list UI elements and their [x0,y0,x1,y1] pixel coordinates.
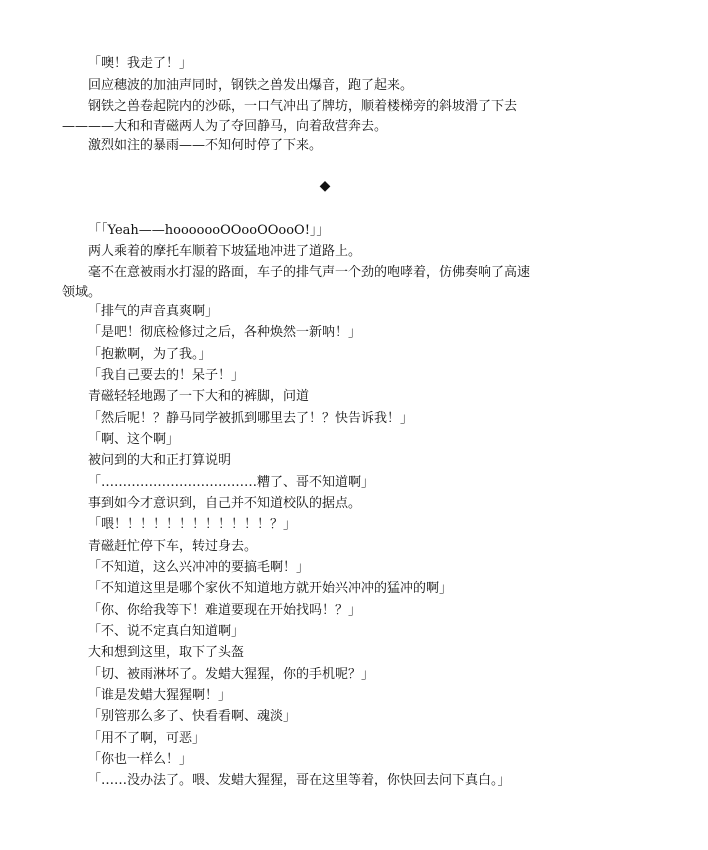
paragraph: 「排气的声音真爽啊」 [88,304,219,319]
paragraph: 「喂！！！！！！！！！！！！？」 [88,517,297,532]
paragraph: 「是吧！彻底检修过之后，各种焕然一新呐！」 [88,325,362,340]
paragraph: 「抱歉啊，为了我。」 [88,347,212,362]
paragraph: 「不知道这里是哪个家伙不知道地方就开始兴冲冲的猛冲的啊」 [88,581,453,596]
paragraph: 「切、被雨淋坏了。发蜡大猩猩，你的手机呢？」 [88,667,375,682]
paragraph: 「「Yeah——hooooooOOooOOooO!」」 [88,223,330,238]
paragraph: 「然后呢！？静马同学被抓到哪里去了！？快告诉我！」 [88,411,414,426]
paragraph: 激烈如注的暴雨——不知何时停了下来。 [88,138,323,153]
paragraph: 被问到的大和正打算说明 [88,453,232,468]
paragraph: 事到如今才意识到，自己并不知道校队的据点。 [88,496,362,511]
paragraph: 回应穗波的加油声同时，钢铁之兽发出爆音，跑了起来。 [88,78,414,93]
paragraph: 毫不在意被雨水打湿的路面，车子的排气声一个劲的咆哮着，仿佛奏响了高速领域。 [62,265,531,300]
paragraph: 「………………………………糟了、哥不知道啊」 [88,475,375,490]
paragraph: 青磁轻轻地踢了一下大和的裤脚，问道 [88,389,310,404]
paragraph: 钢铁之兽卷起院内的沙砾，一口气冲出了牌坊，顺着楼梯旁的斜坡滑了下去————大和和青磁两人为了夺回静马，向着敌营奔去。 [62,99,518,134]
paragraph: 「用不了啊，可恶」 [88,731,206,746]
paragraph: 「不知道，这么兴冲冲的要搞毛啊！」 [88,560,310,575]
paragraph: 「谁是发蜡大猩猩啊！」 [88,688,232,703]
paragraph: 「啊、这个啊」 [88,432,180,447]
paragraph: 「……没办法了。喂、发蜡大猩猩，哥在这里等着，你快回去问下真白。」 [88,773,511,788]
paragraph: 「不、说不定真白知道啊」 [88,624,245,639]
paragraph: 两人乘着的摩托车顺着下坡猛地冲进了道路上。 [88,244,362,259]
paragraph: 「你也一样么！」 [88,752,193,767]
paragraph: 「别管那么多了、快看看啊、魂淡」 [88,709,297,724]
paragraph: 大和想到这里，取下了头盔 [88,645,245,660]
section-divider: ◆ [319,178,331,194]
paragraph: 「我自己要去的！呆子！」 [88,368,245,383]
paragraph: 青磁赶忙停下车，转过身去。 [88,539,258,554]
paragraph: 「噢！我走了！」 [88,56,193,71]
paragraph: 「你、你给我等下！难道要现在开始找吗！？」 [88,603,362,618]
